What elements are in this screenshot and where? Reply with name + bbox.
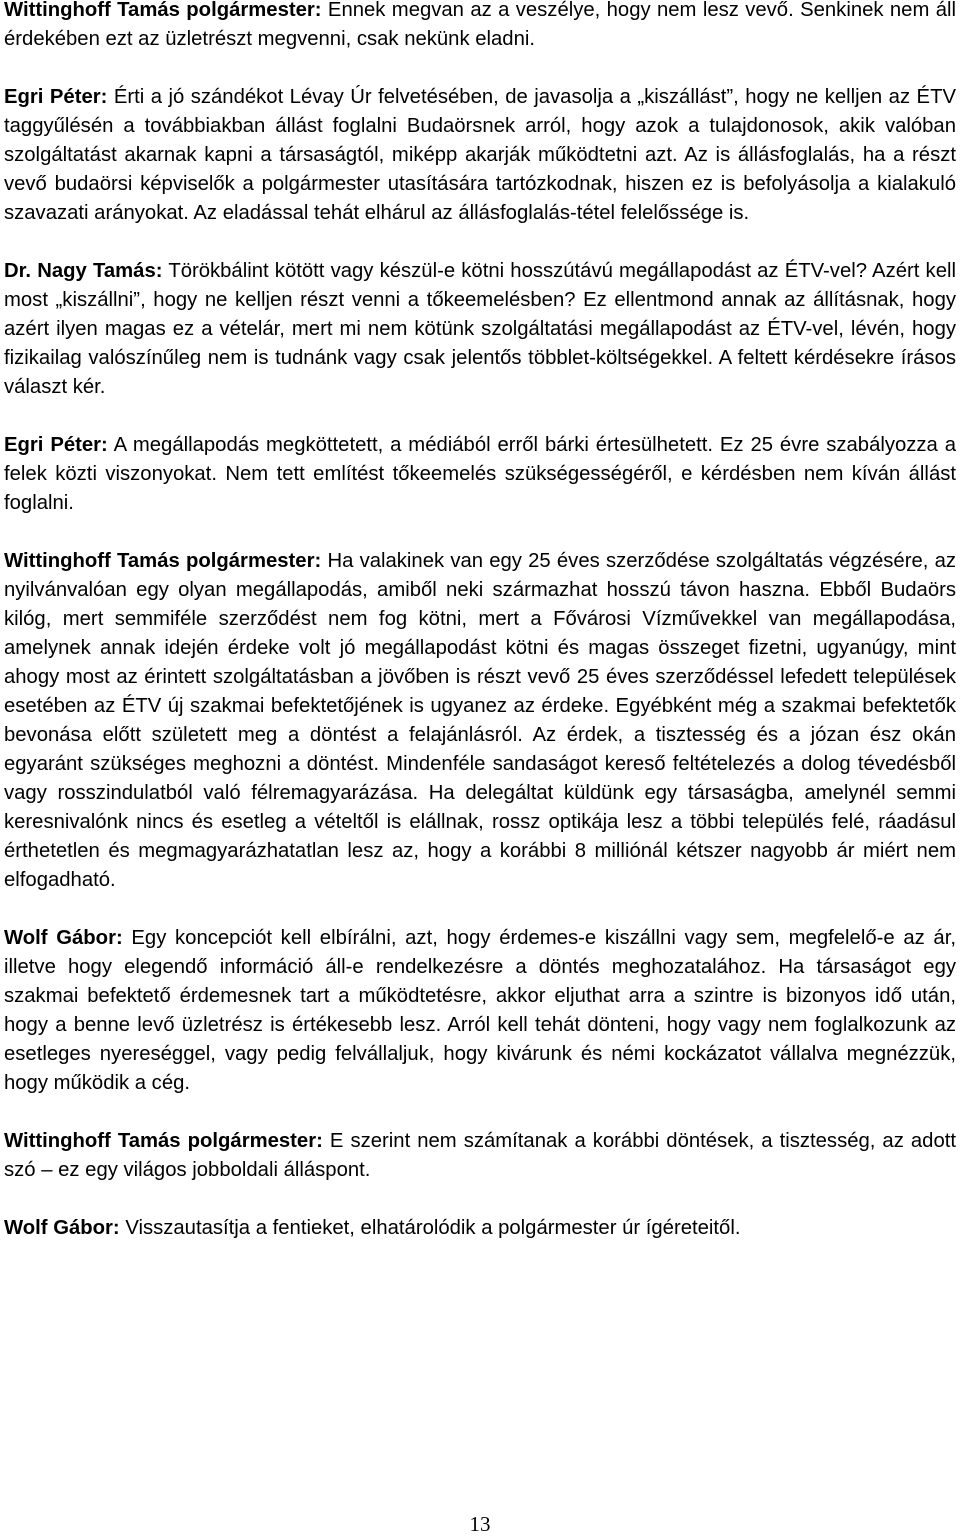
speaker-name: Wittinghoff Tamás polgármester: bbox=[4, 550, 322, 572]
speaker-name: Wolf Gábor: bbox=[4, 927, 123, 949]
paragraph-8 bbox=[4, 1214, 956, 1243]
paragraph-text: Érti a jó szándékot Lévay Úr felvetésében, de javasolja a „kiszállást”, hogy ne kelljen az ÉTV taggyűlésén a továbbiakban állást foglalni Budaörsnek arról, hogy azok a tulajdonosok, akik valóban szolgáltatást akarnak kapni a társaságtól, miképp akarják működtetni azt. Az is állásfoglalás, ha a részt vevő budaörsi képviselők a polgármester utasítására tartózkodnak, hiszen ez is befolyásolja a kialakuló szavazati arányokat. Az eladással tehát elhárul az állásfoglalás-tétel felelőssége is. bbox=[4, 86, 956, 224]
speaker-name: Dr. Nagy Tamás: bbox=[4, 260, 163, 282]
paragraph-text: Egy koncepciót kell elbírálni, azt, hogy érdemes-e kiszállni vagy sem, megfelelő-e az ár, illetve hogy elegendő információ áll-e rendelkezésre a döntés meghozatalához. Ha társaságot egy szakmai befektető érdemesnek tart a működtetésre, akkor eljuthat arra a szintre is bizonyos idő után, hogy a benne levő üzletrész is értékesebb lesz. Arról kell tehát dönteni, hogy vagy nem foglalkozunk az esetleges nyereséggel, vagy pedig felvállaljuk, hogy kivárunk és némi kockázatot vállalva megnézzük, hogy működik a cég. bbox=[4, 927, 956, 1094]
speaker-name: Wittinghoff Tamás polgármester: bbox=[4, 0, 322, 21]
paragraph-text: Ha valakinek van egy 25 éves szerződése szolgáltatás végzésére, az nyilvánvalóan egy olyan megállapodás, amiből neki származhat hosszú távon haszna. Ebből Budaörs kilóg, mert semmiféle szerződést nem fog kötni, mert a Fővárosi Vízművekkel van megállapodása, amelynek annak idején érdeke volt jó megállapodást kötni és magas összeget fizetni, ugyanúgy, mint ahogy most az érintett szolgáltatásban a jövőben is részt vevő 25 éves szerződéssel lefedett települések esetében az ÉTV új szakmai befektetőjének is ugyanez az érdeke. Egyébként még a szakmai befektetők bevonása előtt született meg a döntést a felajánlásról. Az érdek, a tisztesség és a józan ész okán egyaránt szükséges meghozni a döntést. Mindenféle sandaságot kereső feltételezés a dolog tévedésből vagy rosszindulatból való félremagyarázása. Ha delegáltat küldünk egy társaságba, amelynél semmi keresnivalónk nincs és esetleg a vételtől is elállnak, rossz optikája lesz a többi település felé, ráadásul érthetetlen és megmagyarázhatatlan lesz az, hogy a korábbi 8 milliónál kétszer nagyobb ár miért nem elfogadható. bbox=[4, 550, 957, 891]
document-body bbox=[4, 0, 956, 1243]
paragraph-text: Visszautasítja a fentieket, elhatárolódik a polgármester úr ígéreteitől. bbox=[125, 1217, 741, 1239]
paragraph-2 bbox=[4, 83, 956, 228]
page-number: 13 bbox=[469, 1512, 491, 1536]
paragraph-6 bbox=[4, 924, 956, 1098]
speaker-name: Wittinghoff Tamás polgármester: bbox=[4, 1130, 323, 1152]
paragraph-3 bbox=[4, 257, 956, 402]
paragraph-4 bbox=[4, 431, 956, 518]
speaker-name: Egri Péter: bbox=[4, 434, 108, 456]
paragraph-text: A megállapodás megköttetett, a médiából erről bárki értesülhetett. Ez 25 évre szabályozza a felek közti viszonyokat. Nem tett említést tőkeemelés szükségességéről, e kérdésben nem kíván állást foglalni. bbox=[4, 434, 956, 514]
paragraph-text: E szerint nem számítanak a korábbi döntések, a tisztesség, az adott szó – ez egy világos jobboldali álláspont. bbox=[4, 1130, 956, 1181]
speaker-name: Egri Péter: bbox=[4, 86, 108, 108]
paragraph-text: Törökbálint kötött vagy készül-e kötni hosszútávú megállapodást az ÉTV-vel? Azért kell most „kiszállni”, hogy ne kelljen részt venni a tőkeemelésben? Ez ellentmond annak az állításnak, hogy azért ilyen magas ez a vételár, mert mi nem kötünk szolgáltatási megállapodást az ÉTV-vel, lévén, hogy fizikailag valószínűleg nem is tudnánk vagy csak jelentős többlet-költségekkel. A feltett kérdésekre írásos választ kér. bbox=[4, 260, 956, 398]
paragraph-7 bbox=[4, 1127, 956, 1185]
speaker-name: Wolf Gábor: bbox=[4, 1217, 120, 1239]
paragraph-text: Ennek megvan az a veszélye, hogy nem lesz vevő. Senkinek nem áll érdekében ezt az üzletrészt megvenni, csak nekünk eladni. bbox=[4, 0, 956, 50]
paragraph-1 bbox=[4, 0, 956, 54]
paragraph-5 bbox=[4, 547, 956, 895]
